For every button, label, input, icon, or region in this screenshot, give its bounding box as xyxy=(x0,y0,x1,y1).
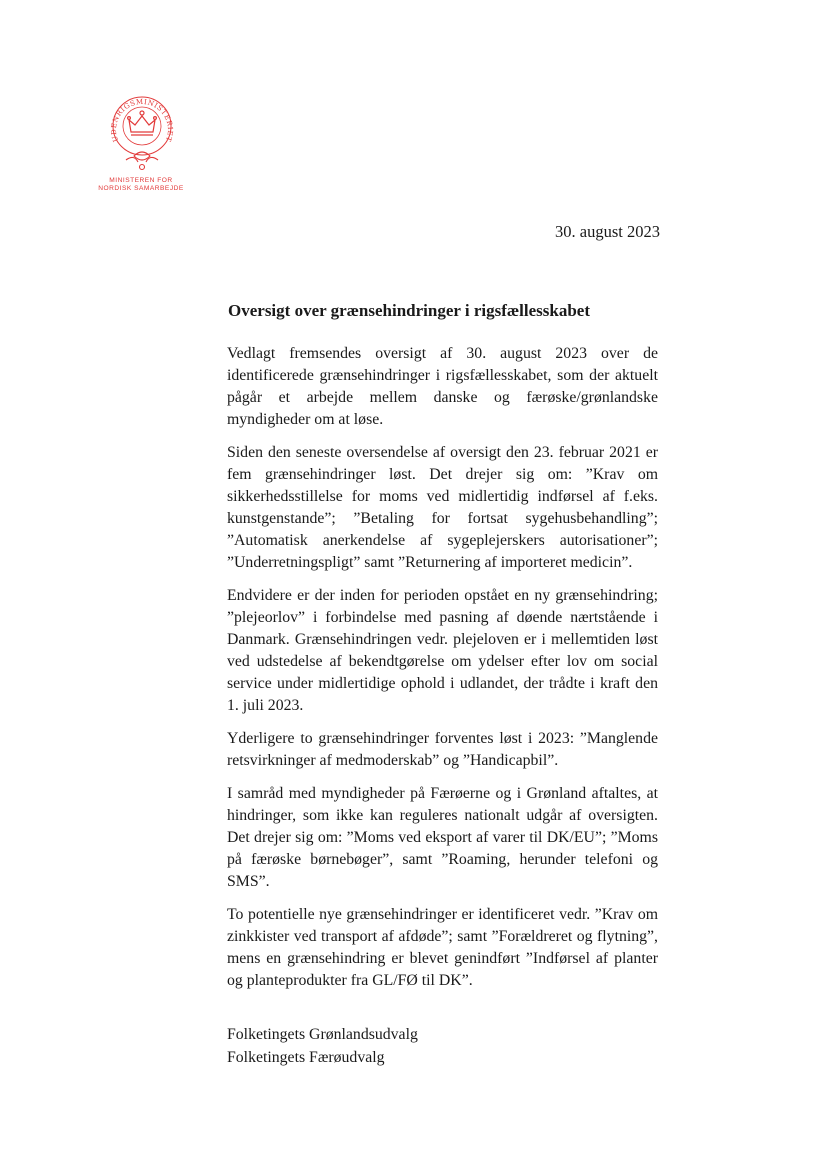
recipient: Folketingets Færøudvalg xyxy=(227,1049,385,1066)
paragraph: To potentielle nye grænsehindringer er identificeret vedr. ”Krav om zinkkister ved transport af afdøde”; samt ”Forældreret og flytning”, mens en grænsehindring er blevet genindført ”Indførsel af planter og planteprodukter fra GL/FØ til DK”. xyxy=(227,906,658,989)
paragraph: I samråd med myndigheder på Færøerne og i Grønland aftaltes, at hindringer, som ikke kan reguleres nationalt udgår af oversigten. Det drejer sig om: ”Moms ved eksport af varer til DK/EU”; ”Moms på færøske børnebøger”, samt ”Roaming, herunder telefoni og SMS”. xyxy=(227,785,658,890)
paragraph: Endvidere er der inden for perioden opstået en ny grænsehindring; ”plejeorlov” i forbindelse med pasning af døende nærtstående i Danmark. Grænsehindringen vedr. plejeloven er i mellemtiden løst ved udstedelse af bekendtgørelse om ydelser efter lov om social service under midlertidige ophold i udlandet, der trådte i kraft den 1. juli 2023. xyxy=(227,587,658,714)
svg-text:UDENRIGSMINISTERIET: UDENRIGSMINISTERIET xyxy=(109,97,175,143)
crown-seal-icon xyxy=(104,88,180,174)
paragraph: Siden den seneste oversendelse af oversigt den 23. februar 2021 er fem grænsehindringer løst. Det drejer sig om: ”Krav om sikkerhedsstillelse for moms ved midlertidig indførsel af f.eks. kunstgenstande”; ”Betaling for fortsat sygehusbehandling”; ”Automatisk anerkendelse af sygeplejerskers autorisationer”; ”Underretningspligt” samt ”Returnering af importeret medicin”. xyxy=(227,444,658,571)
letter-body xyxy=(227,343,658,1003)
paragraph: Yderligere to grænsehindringer forventes løst i 2023: ”Manglende retsvirkninger af medmoderskab” og ”Handicapbil”. xyxy=(227,730,658,769)
ministry-name-line-1: MINISTEREN FOR xyxy=(109,177,173,184)
letter-title: Oversigt over grænsehindringer i rigsfællesskabet xyxy=(228,301,591,320)
recipient-list xyxy=(227,1023,418,1069)
recipient: Folketingets Grønlandsudvalg xyxy=(227,1026,418,1043)
letter-date: 30. august 2023 xyxy=(555,222,660,241)
paragraph: Vedlagt fremsendes oversigt af 30. august 2023 over de identificerede grænsehindringer i rigsfællesskabet, som der aktuelt pågår et arbejde mellem danske og færøske/grønlandske myndigheder om at løse. xyxy=(227,345,658,428)
ministry-name-line-2: NORDISK SAMARBEJDE xyxy=(98,185,184,192)
